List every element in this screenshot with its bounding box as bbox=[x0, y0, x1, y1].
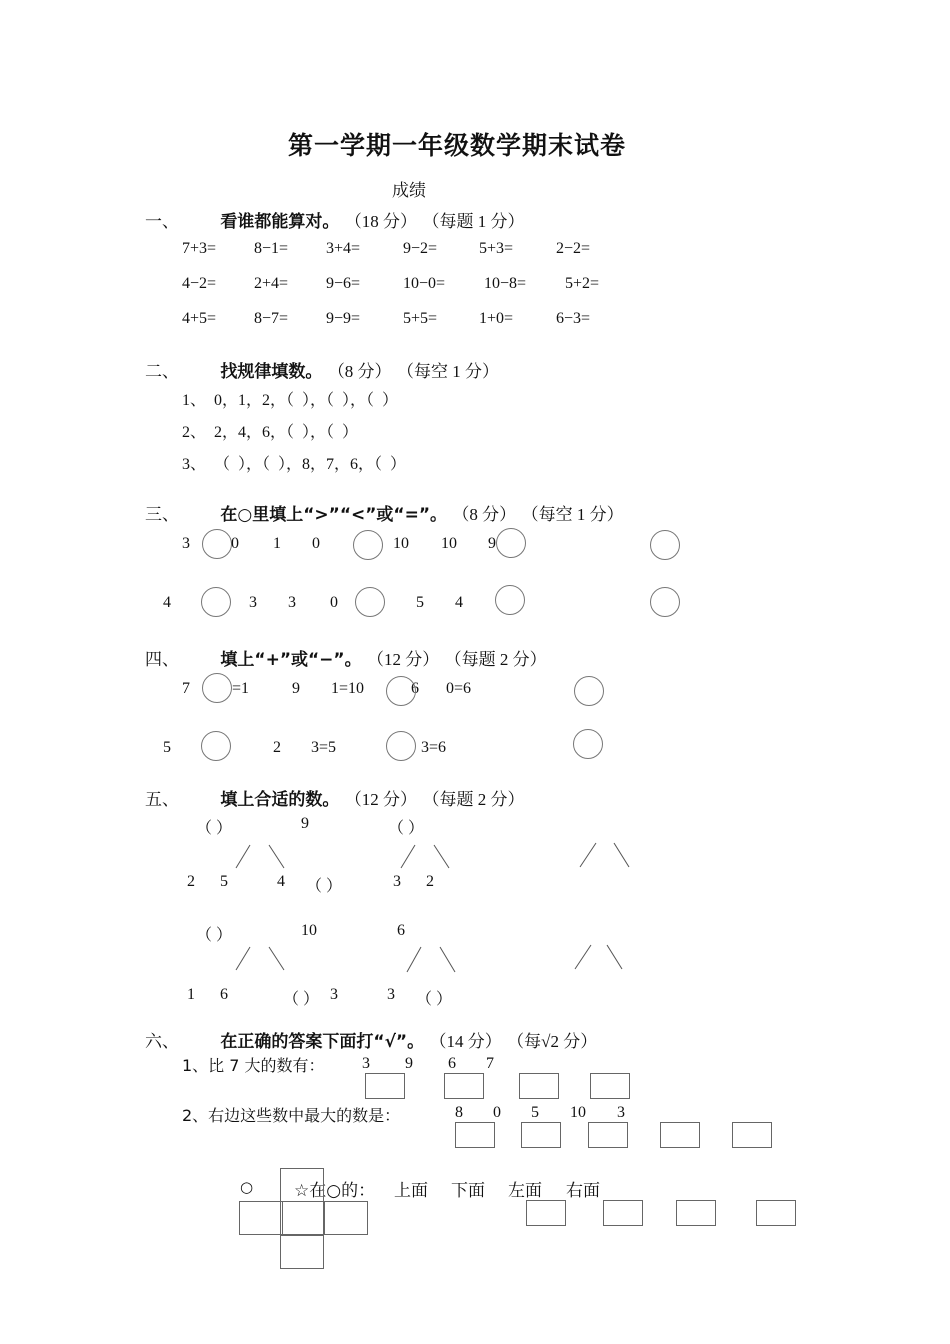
problem: 7+3= bbox=[182, 240, 217, 257]
answer-box[interactable] bbox=[676, 1200, 716, 1226]
number: 0 bbox=[312, 535, 320, 552]
expression-part: 0=6 bbox=[446, 680, 472, 697]
section-points: （14 分） bbox=[429, 1032, 502, 1051]
problem: 10−8= bbox=[484, 275, 527, 292]
section-each: （每题 1 分） bbox=[422, 212, 525, 231]
score-label: 成绩 bbox=[392, 181, 426, 201]
bond-top: （ ） bbox=[388, 820, 425, 837]
option-value: 7 bbox=[486, 1055, 494, 1072]
number: 6 bbox=[411, 680, 419, 697]
option-value: 6 bbox=[448, 1055, 456, 1072]
number: 0 bbox=[231, 535, 239, 552]
grid-cell-center bbox=[280, 1201, 324, 1235]
bond-part: 3 bbox=[330, 986, 338, 1003]
problem: 4−2= bbox=[182, 275, 217, 292]
question-label: 2、右边这些数中最大的数是： bbox=[182, 1106, 401, 1125]
circle-marker: ○ bbox=[240, 1178, 254, 1196]
problem: 2+4= bbox=[254, 275, 289, 292]
section-number: 五、 bbox=[145, 790, 179, 810]
problem: 9−9= bbox=[326, 310, 361, 327]
option-value: 8 bbox=[455, 1104, 463, 1121]
section-points: （12 分） bbox=[344, 790, 418, 809]
problem: 5+2= bbox=[565, 275, 600, 292]
bond-part: （ ） bbox=[306, 878, 343, 895]
option-label: 右面 bbox=[566, 1181, 600, 1201]
section-points: （8 分） bbox=[452, 505, 517, 524]
answer-box[interactable] bbox=[526, 1200, 566, 1226]
question-label: 1、比 7 大的数有： bbox=[182, 1056, 325, 1075]
question-label: ☆在○的： bbox=[294, 1181, 376, 1201]
page-title: 第一学期一年级数学期末试卷 bbox=[288, 131, 627, 160]
number: 7 bbox=[182, 680, 190, 697]
bond-part: 3 bbox=[387, 986, 395, 1003]
problem: 9−6= bbox=[326, 275, 361, 292]
bond-part: 1 bbox=[187, 986, 195, 1003]
number: 5 bbox=[416, 594, 424, 611]
answer-box[interactable] bbox=[603, 1200, 643, 1226]
option-label: 左面 bbox=[508, 1181, 542, 1201]
number: 9 bbox=[488, 535, 496, 552]
expression-part: 1=10 bbox=[331, 680, 365, 697]
problem: 4+5= bbox=[182, 310, 217, 327]
section-each: （每√2 分） bbox=[507, 1032, 598, 1051]
problem: 9−2= bbox=[403, 240, 438, 257]
problem: 5+5= bbox=[403, 310, 438, 327]
bond-part: 3 bbox=[393, 873, 401, 890]
section-number: 一、 bbox=[145, 212, 179, 232]
answer-box[interactable] bbox=[365, 1073, 405, 1099]
problem: 1+0= bbox=[479, 310, 514, 327]
section-points: （8 分） bbox=[327, 362, 392, 381]
option-value: 0 bbox=[493, 1104, 501, 1121]
section-title: 在○里填上“>”“<”或“=”。 bbox=[220, 505, 448, 525]
section-points: （12 分） bbox=[367, 650, 440, 669]
bond-top: （ ） bbox=[196, 820, 233, 837]
bond-part: 4 bbox=[277, 873, 285, 890]
section-each: （每空 1 分） bbox=[396, 362, 499, 381]
number: 0 bbox=[330, 594, 338, 611]
pattern-line-3: 3、 （ ），（ ），8，7，6，（ ） bbox=[182, 456, 407, 473]
answer-box[interactable] bbox=[521, 1122, 561, 1148]
section-title: 看谁都能算对。 bbox=[220, 212, 340, 232]
grid-cell-top bbox=[280, 1168, 324, 1202]
number: 10 bbox=[393, 535, 409, 552]
problem: 10−0= bbox=[403, 275, 446, 292]
number: 4 bbox=[455, 594, 463, 611]
number: 3 bbox=[182, 535, 190, 552]
grid-cell-bottom bbox=[280, 1235, 324, 1269]
option-value: 9 bbox=[405, 1055, 413, 1072]
section-each: （每空 1 分） bbox=[521, 505, 624, 524]
answer-box[interactable] bbox=[590, 1073, 630, 1099]
problem: 8−7= bbox=[254, 310, 289, 327]
section-title: 找规律填数。 bbox=[220, 362, 323, 382]
bond-top: 10 bbox=[301, 922, 317, 939]
bond-part: 2 bbox=[187, 873, 195, 890]
section-points: （18 分） bbox=[344, 212, 418, 231]
option-value: 3 bbox=[362, 1055, 370, 1072]
bond-part: 6 bbox=[220, 986, 228, 1003]
section-number: 三、 bbox=[145, 505, 179, 525]
option-label: 上面 bbox=[394, 1181, 428, 1201]
section-each: （每题 2 分） bbox=[422, 790, 525, 809]
answer-box[interactable] bbox=[519, 1073, 559, 1099]
option-value: 3 bbox=[617, 1104, 625, 1121]
number: 2 bbox=[273, 739, 281, 756]
option-label: 下面 bbox=[451, 1181, 485, 1201]
section-number: 二、 bbox=[145, 362, 179, 382]
bond-top: 9 bbox=[301, 815, 309, 832]
section-number: 四、 bbox=[145, 650, 179, 670]
option-value: 10 bbox=[570, 1104, 586, 1121]
answer-box[interactable] bbox=[756, 1200, 796, 1226]
pattern-line-1: 1、 0，1，2，（ ），（ ），（ ） bbox=[182, 392, 399, 409]
option-value: 5 bbox=[531, 1104, 539, 1121]
section-title: 在正确的答案下面打“√”。 bbox=[220, 1032, 425, 1052]
bond-part: 5 bbox=[220, 873, 228, 890]
problem: 3+4= bbox=[326, 240, 361, 257]
pattern-line-2: 2、 2，4，6，（ ），（ ） bbox=[182, 424, 359, 441]
answer-box[interactable] bbox=[732, 1122, 772, 1148]
problem: 2−2= bbox=[556, 240, 591, 257]
expression-part: =1 bbox=[232, 680, 250, 697]
number: 4 bbox=[163, 594, 171, 611]
section-title: 填上“+”或“−”。 bbox=[220, 650, 362, 670]
problem: 8−1= bbox=[254, 240, 289, 257]
answer-box[interactable] bbox=[455, 1122, 495, 1148]
section-6-heading bbox=[145, 1027, 597, 1052]
number: 10 bbox=[441, 535, 457, 552]
number: 1 bbox=[273, 535, 281, 552]
expression-part: 3=6 bbox=[421, 739, 447, 756]
answer-box[interactable] bbox=[444, 1073, 484, 1099]
answer-box[interactable] bbox=[660, 1122, 700, 1148]
grid-cell-left bbox=[239, 1201, 283, 1235]
problem: 6−3= bbox=[556, 310, 591, 327]
section-number: 六、 bbox=[145, 1032, 179, 1052]
section-each: （每题 2 分） bbox=[444, 650, 547, 669]
section-title: 填上合适的数。 bbox=[220, 790, 340, 810]
bond-part: 2 bbox=[426, 873, 434, 890]
number: 5 bbox=[163, 739, 171, 756]
bond-part: （ ） bbox=[283, 991, 320, 1008]
answer-box[interactable] bbox=[588, 1122, 628, 1148]
bond-top: 6 bbox=[397, 922, 405, 939]
expression-part: 3=5 bbox=[311, 739, 337, 756]
bond-part: （ ） bbox=[416, 991, 453, 1008]
bond-top: （ ） bbox=[196, 927, 233, 944]
number: 3 bbox=[288, 594, 296, 611]
grid-cell-right bbox=[324, 1201, 368, 1235]
number: 9 bbox=[292, 680, 300, 697]
problem: 5+3= bbox=[479, 240, 514, 257]
number: 3 bbox=[249, 594, 257, 611]
